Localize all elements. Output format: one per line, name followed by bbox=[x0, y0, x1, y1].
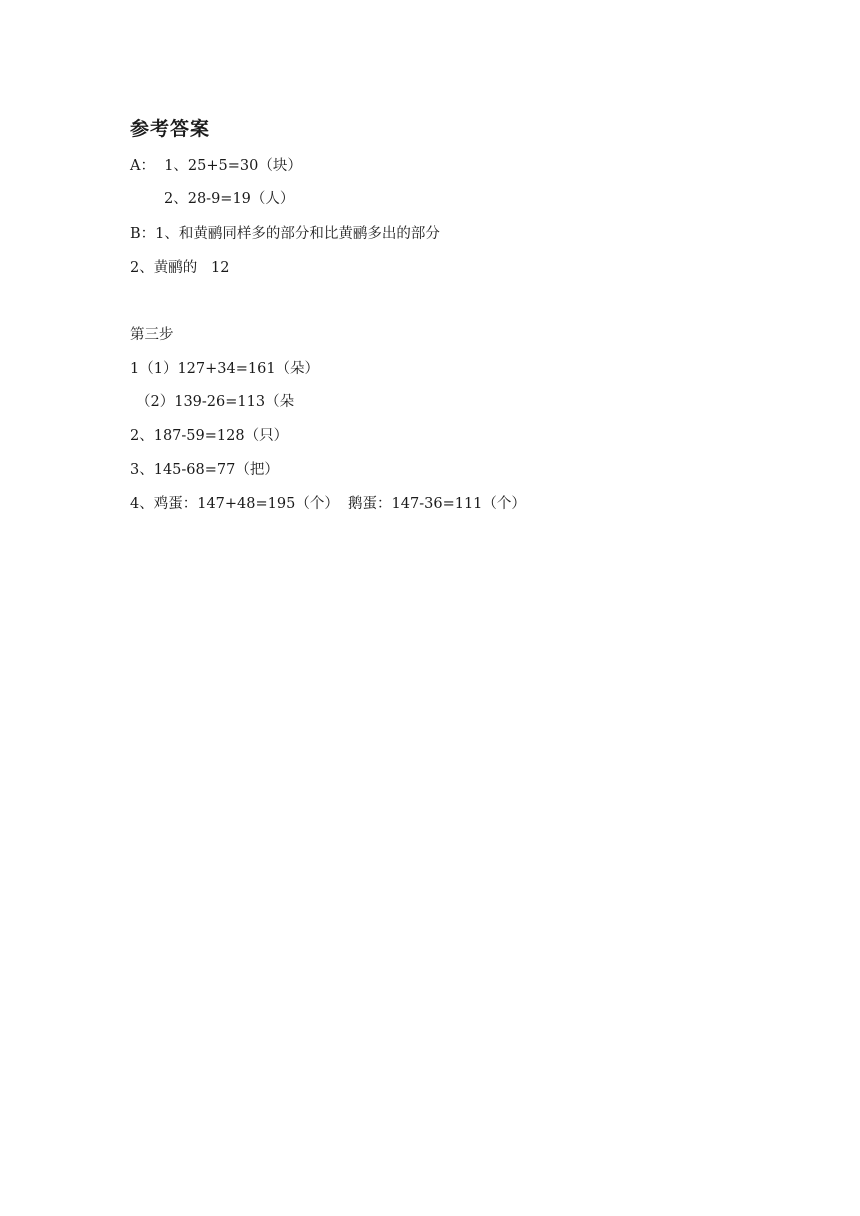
section-a-answer-1: A： 1、25+5=30（块） bbox=[130, 158, 302, 174]
step3-heading: 第三步 bbox=[130, 327, 174, 343]
step3-answer-4: 4、鸡蛋：147+48=195（个） 鹅蛋：147-36=111（个） bbox=[130, 496, 526, 512]
step3-answer-1-1: 1（1）127+34=161（朵） bbox=[130, 361, 320, 377]
section-b-answer-1: B：1、和黄鹂同样多的部分和比黄鹂多出的部分 bbox=[130, 226, 440, 242]
section-a-answer-2: 2、28-9=19（人） bbox=[164, 191, 295, 207]
step3-answer-2: 2、187-59=128（只） bbox=[130, 428, 289, 444]
step3-answer-1-2: （2）139-26=113（朵 bbox=[136, 394, 295, 410]
answer-key-title: 参考答案 bbox=[130, 118, 211, 140]
step3-answer-3: 3、145-68=77（把） bbox=[130, 462, 279, 478]
section-b-answer-2: 2、黄鹂的 12 bbox=[130, 260, 230, 276]
